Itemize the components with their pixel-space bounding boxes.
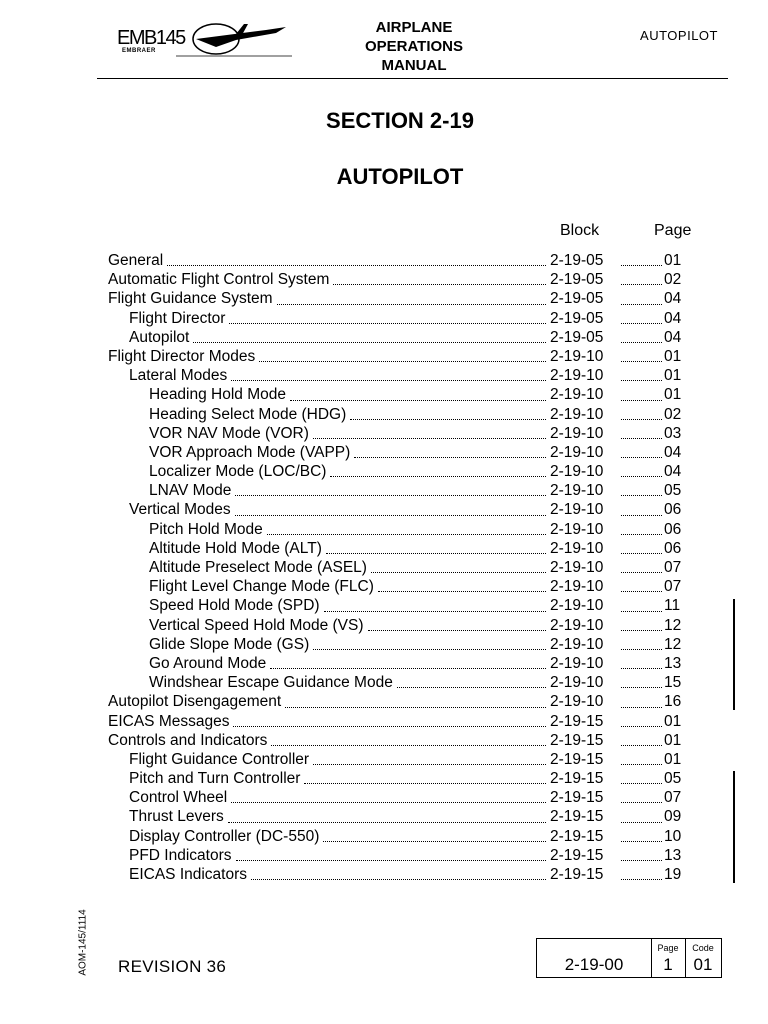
toc-leader-dots — [397, 669, 546, 688]
toc-entry-block: 2-19-10 — [550, 616, 604, 634]
toc-entry-label: Heading Select Mode (HDG) — [149, 405, 347, 423]
toc-entry-page: 06 — [664, 539, 682, 557]
doc-id: AOM-145/1114 — [77, 909, 89, 976]
toc-entry-label: Lateral Modes — [129, 367, 228, 385]
toc-entry-label: Flight Level Change Mode (FLC) — [149, 578, 374, 596]
toc-entry-block: 2-19-10 — [550, 386, 604, 404]
toc-leader-dots — [378, 573, 546, 592]
toc-entry-block: 2-19-15 — [550, 846, 604, 864]
toc-leader-dots — [621, 324, 662, 343]
toc-entry-block: 2-19-10 — [550, 674, 604, 692]
toc-entry-label: Pitch and Turn Controller — [129, 770, 301, 788]
toc-leader-dots — [621, 362, 662, 381]
toc-entry-block: 2-19-10 — [550, 520, 604, 538]
footer-block: 2-19-00 — [564, 955, 624, 974]
section-title: SECTION 2-19 — [326, 108, 474, 133]
toc-leader-dots — [621, 420, 662, 439]
footer-code: 01 — [693, 955, 713, 974]
toc-entry-label: Controls and Indicators — [108, 731, 268, 749]
toc-leader-dots — [621, 612, 662, 631]
toc-leader-dots — [621, 516, 662, 535]
toc-entry-page: 12 — [664, 616, 682, 634]
toc-entry-block: 2-19-10 — [550, 443, 604, 461]
toc-leader-dots — [236, 842, 546, 861]
toc-leader-dots — [371, 554, 546, 573]
toc-leader-dots — [621, 592, 662, 611]
toc-entry-label: Thrust Levers — [129, 808, 224, 826]
change-bar — [733, 599, 735, 710]
toc-entry-page: 06 — [664, 520, 682, 538]
toc-entry-page: 16 — [664, 693, 682, 711]
toc-leader-dots — [621, 803, 662, 822]
toc-entry-label: Automatic Flight Control System — [108, 271, 330, 289]
toc-leader-dots — [621, 650, 662, 669]
toc-entry-block: 2-19-10 — [550, 635, 604, 653]
toc-entry-block: 2-19-05 — [550, 271, 604, 289]
toc-leader-dots — [193, 324, 546, 343]
section-subtitle: AUTOPILOT — [336, 164, 464, 189]
toc-entry-block: 2-19-10 — [550, 539, 604, 557]
toc-entry-page: 02 — [664, 271, 682, 289]
manual-title — [330, 18, 498, 75]
toc-leader-dots — [167, 247, 546, 266]
toc-entry-page: 01 — [664, 712, 682, 730]
manual-title-line-3: MANUAL — [381, 57, 447, 74]
header-divider — [97, 78, 728, 79]
toc-leader-dots — [285, 688, 546, 707]
toc-leader-dots — [235, 477, 546, 496]
toc-entry-label: Localizer Mode (LOC/BC) — [149, 463, 327, 481]
toc-leader-dots — [304, 765, 546, 784]
table-of-contents — [108, 251, 724, 884]
toc-entry-label: VOR NAV Mode (VOR) — [149, 424, 309, 442]
toc-entry-page: 10 — [664, 827, 682, 845]
footer-page-number: 1 — [663, 955, 673, 974]
toc-entry-label: Display Controller (DC-550) — [129, 827, 320, 845]
toc-entry-block: 2-19-10 — [550, 463, 604, 481]
toc-entry-page: 15 — [664, 674, 682, 692]
change-bar — [733, 771, 735, 882]
toc-leader-dots — [621, 573, 662, 592]
toc-leader-dots — [621, 535, 662, 554]
toc-entry-label: Altitude Preselect Mode (ASEL) — [149, 559, 367, 576]
toc-leader-dots — [228, 803, 546, 822]
toc-entry-label: Heading Hold Mode — [149, 386, 287, 404]
toc-leader-dots — [368, 612, 546, 631]
footer-code-label: Code — [692, 943, 714, 953]
toc-leader-dots — [621, 842, 662, 861]
footer-code-cell — [685, 939, 721, 977]
toc-leader-dots — [621, 285, 662, 304]
toc-entry-page: 09 — [664, 808, 682, 826]
column-header-block: Block — [560, 222, 600, 239]
toc-entry-block: 2-19-10 — [550, 693, 604, 711]
toc-entry-page: 11 — [664, 597, 681, 615]
toc-entry-page: 07 — [664, 789, 682, 807]
toc-entry-label: Autopilot — [129, 328, 190, 346]
toc-entry-block: 2-19-15 — [550, 808, 604, 826]
toc-entry-label: General — [108, 252, 164, 269]
toc-entry-label: PFD Indicators — [129, 846, 232, 864]
footer-page-label: Page — [657, 943, 679, 953]
toc-entry-page: 04 — [664, 309, 682, 327]
header-section-label: AUTOPILOT — [640, 28, 718, 43]
toc-leader-dots — [326, 535, 546, 554]
toc-entry-page: 01 — [664, 386, 682, 404]
toc-leader-dots — [231, 784, 546, 803]
toc-entry-block: 2-19-15 — [550, 770, 604, 788]
toc-entry-label: Glide Slope Mode (GS) — [149, 635, 310, 653]
toc-leader-dots — [229, 305, 546, 324]
toc-entry-block: 2-19-05 — [550, 290, 604, 308]
toc-leader-dots — [621, 765, 662, 784]
toc-entry-page: 03 — [664, 424, 682, 442]
toc-entry-page: 06 — [664, 501, 682, 519]
manual-title-line-1: AIRPLANE — [375, 19, 453, 36]
toc-leader-dots — [621, 381, 662, 400]
toc-entry-block: 2-19-15 — [550, 866, 604, 883]
toc-entry-label: Flight Guidance Controller — [129, 750, 310, 768]
toc-entry-block: 2-19-10 — [550, 501, 604, 519]
toc-entry-block: 2-19-05 — [550, 252, 604, 269]
toc-entry-label: Vertical Speed Hold Mode (VS) — [149, 616, 364, 634]
toc-leader-dots — [324, 592, 546, 611]
toc-entry-page: 01 — [664, 347, 682, 365]
toc-leader-dots — [330, 458, 546, 477]
toc-leader-dots — [323, 823, 546, 842]
toc-entry-block: 2-19-05 — [550, 309, 604, 327]
toc-leader-dots — [621, 458, 662, 477]
toc-entry-page: 04 — [664, 463, 682, 481]
column-header-page: Page — [654, 222, 692, 239]
toc-entry-page: 02 — [664, 405, 682, 423]
toc-entry-page: 01 — [664, 750, 682, 768]
toc-entry-page: 13 — [664, 846, 682, 864]
toc-leader-dots — [251, 861, 546, 880]
toc-leader-dots — [350, 401, 546, 420]
toc-leader-dots — [621, 247, 662, 266]
toc-leader-dots — [333, 266, 546, 285]
toc-entry-page: 05 — [664, 770, 682, 788]
toc-entry-block: 2-19-10 — [550, 578, 604, 596]
toc-leader-dots — [259, 343, 546, 362]
toc-leader-dots — [621, 688, 662, 707]
logo-text: EMB145 — [117, 27, 185, 49]
toc-entry-label: Flight Director Modes — [108, 347, 256, 365]
toc-entry-block: 2-19-15 — [550, 789, 604, 807]
footer-block-cell — [537, 939, 652, 977]
toc-leader-dots — [621, 631, 662, 650]
toc-entry-block: 2-19-15 — [550, 750, 604, 768]
toc-entry-label: LNAV Mode — [149, 482, 232, 500]
revision-label: REVISION 36 — [118, 957, 227, 976]
toc-entry-label: Autopilot Disengagement — [108, 693, 282, 711]
toc-entry-block: 2-19-15 — [550, 731, 604, 749]
toc-entry — [108, 865, 724, 884]
toc-leader-dots — [621, 554, 662, 573]
toc-entry-page: 01 — [664, 731, 682, 749]
toc-entry-page: 04 — [664, 443, 682, 461]
toc-entry-label: Flight Director — [129, 309, 226, 327]
toc-leader-dots — [621, 669, 662, 688]
toc-entry-page: 04 — [664, 290, 682, 308]
toc-entry-page: 07 — [664, 578, 682, 596]
toc-entry-page: 01 — [664, 367, 682, 385]
toc-entry-label: EICAS Messages — [108, 712, 230, 730]
toc-entry-block: 2-19-10 — [550, 482, 604, 500]
toc-leader-dots — [235, 496, 546, 515]
toc-leader-dots — [621, 305, 662, 324]
toc-entry-page: 13 — [664, 654, 682, 672]
toc-leader-dots — [621, 266, 662, 285]
toc-leader-dots — [231, 362, 546, 381]
toc-leader-dots — [354, 439, 546, 458]
toc-entry-block: 2-19-10 — [550, 597, 604, 615]
toc-leader-dots — [270, 650, 546, 669]
toc-entry-label: Vertical Modes — [129, 501, 231, 519]
toc-leader-dots — [313, 631, 546, 650]
toc-entry-block: 2-19-15 — [550, 712, 604, 730]
toc-entry-block: 2-19-10 — [550, 559, 604, 576]
toc-entry-page: 01 — [664, 252, 682, 269]
toc-entry-label: Control Wheel — [129, 789, 228, 807]
toc-leader-dots — [621, 343, 662, 362]
toc-entry-page: 12 — [664, 635, 682, 653]
manual-title-line-2: OPERATIONS — [364, 38, 464, 55]
toc-leader-dots — [621, 708, 662, 727]
toc-entry-label: Altitude Hold Mode (ALT) — [149, 539, 322, 557]
toc-entry-label: EICAS Indicators — [129, 866, 248, 883]
toc-leader-dots — [290, 381, 546, 400]
toc-entry-page: 04 — [664, 328, 682, 346]
toc-entry-block: 2-19-15 — [550, 827, 604, 845]
toc-entry-block: 2-19-10 — [550, 654, 604, 672]
toc-entry-page: 05 — [664, 482, 682, 500]
toc-entry-page: 07 — [664, 559, 682, 576]
toc-entry-label: VOR Approach Mode (VAPP) — [149, 443, 351, 461]
toc-leader-dots — [267, 516, 546, 535]
toc-leader-dots — [233, 708, 546, 727]
doc-id-vertical — [70, 897, 130, 976]
toc-entry-block: 2-19-10 — [550, 424, 604, 442]
toc-entry-label: Go Around Mode — [149, 654, 267, 672]
toc-entry-label: Flight Guidance System — [108, 290, 273, 308]
toc-leader-dots — [621, 477, 662, 496]
toc-leader-dots — [277, 285, 546, 304]
logo-subtext: EMBRAER — [122, 48, 156, 54]
toc-leader-dots — [271, 727, 546, 746]
toc-entry-label: Windshear Escape Guidance Mode — [149, 674, 393, 692]
toc-leader-dots — [621, 746, 662, 765]
toc-leader-dots — [621, 784, 662, 803]
toc-entry-page: 19 — [664, 866, 682, 883]
toc-leader-dots — [621, 861, 662, 880]
toc-entry-block: 2-19-10 — [550, 347, 604, 365]
toc-leader-dots — [621, 823, 662, 842]
toc-entry-block: 2-19-10 — [550, 405, 604, 423]
toc-entry-label: Speed Hold Mode (SPD) — [149, 597, 320, 615]
toc-leader-dots — [621, 727, 662, 746]
footer-page-cell — [651, 939, 686, 977]
toc-entry-block: 2-19-05 — [550, 328, 604, 346]
footer-page-box — [536, 938, 722, 978]
toc-entry-label: Pitch Hold Mode — [149, 520, 263, 538]
toc-leader-dots — [313, 420, 546, 439]
toc-entry-block: 2-19-10 — [550, 367, 604, 385]
toc-leader-dots — [313, 746, 546, 765]
toc-leader-dots — [621, 401, 662, 420]
toc-leader-dots — [621, 439, 662, 458]
toc-leader-dots — [621, 496, 662, 515]
